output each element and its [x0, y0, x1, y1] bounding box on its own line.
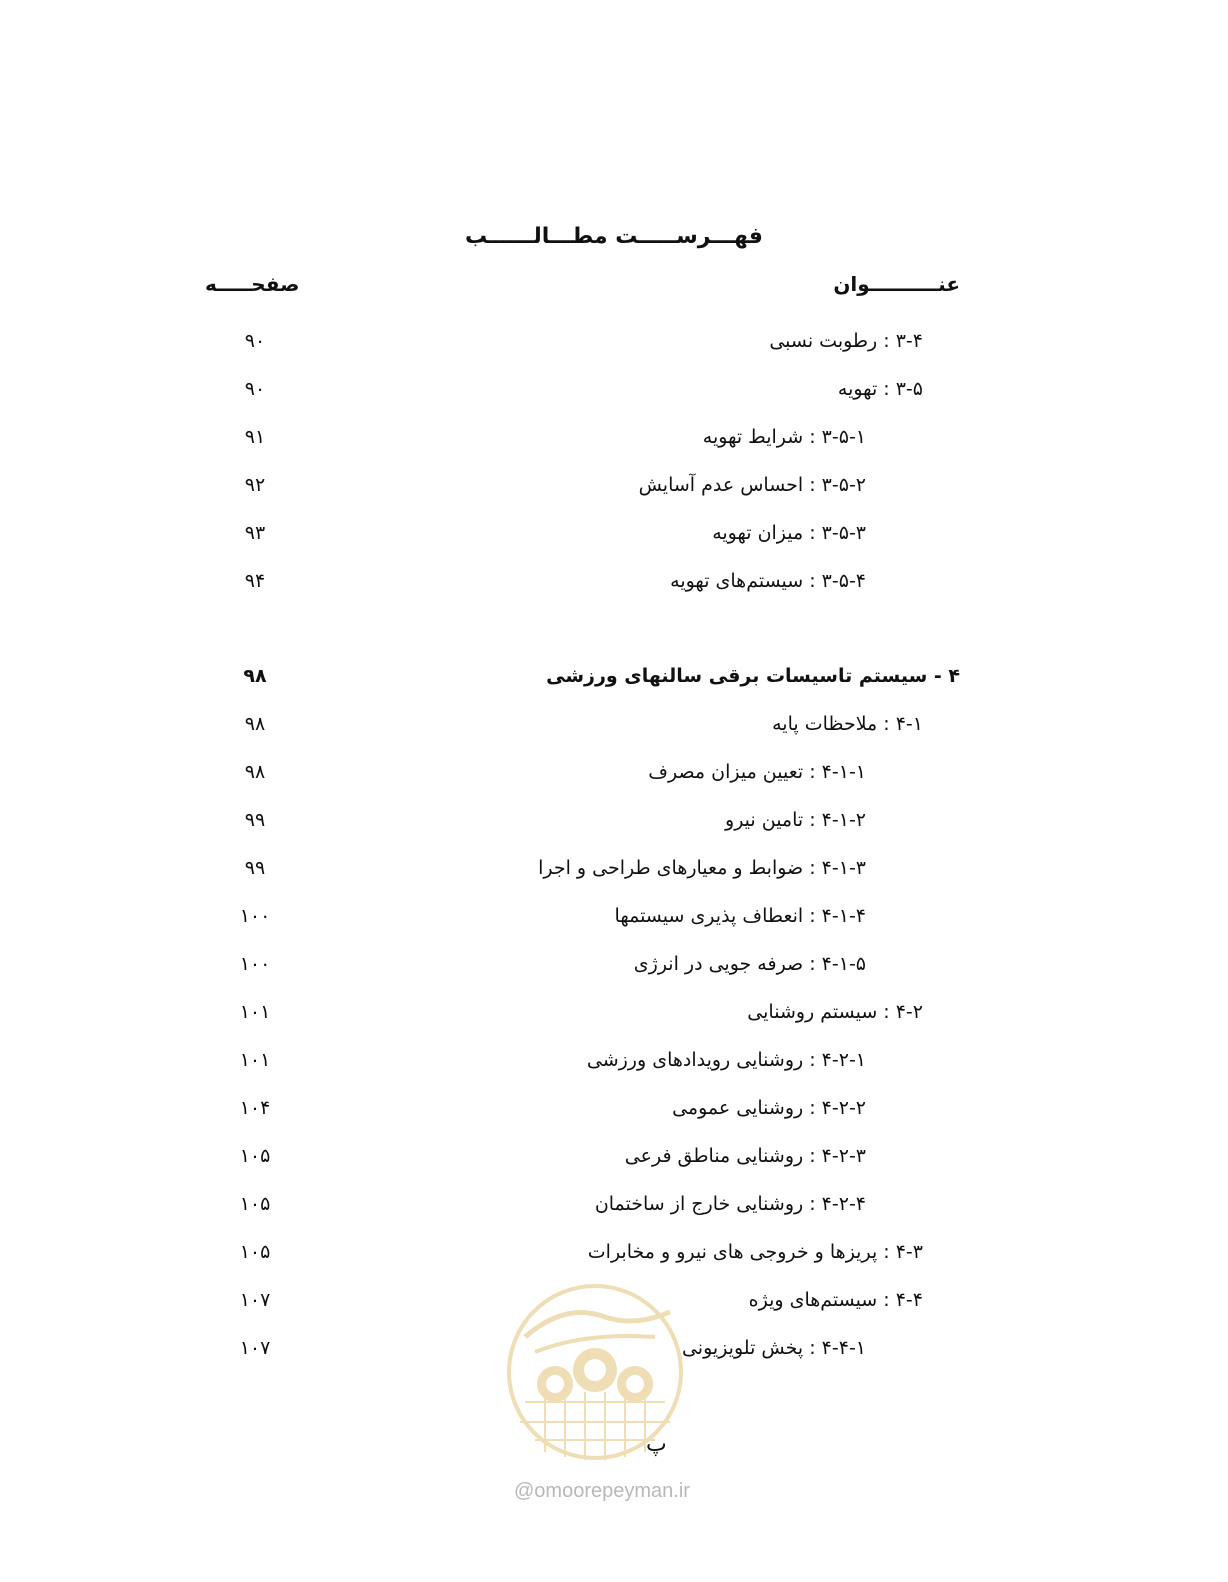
- toc-entry: [0, 1241, 1228, 1271]
- toc-entry-title: ۴-۲-۴ : روشنایی خارج از ساختمان: [594, 1193, 866, 1215]
- toc-entry-page: ۱۰۷: [239, 1337, 271, 1359]
- toc-entry: [0, 522, 1228, 552]
- toc-entry-title: ۴-۴ : سیستم‌های ویژه: [748, 1289, 923, 1311]
- toc-entry-page: ۹۰: [244, 330, 266, 352]
- toc-entry: [0, 426, 1228, 456]
- toc-entry-page: ۹۲: [244, 474, 266, 496]
- toc-entry-title: ۴-۱-۱ : تعیین میزان مصرف: [648, 761, 866, 783]
- watermark-calligraphy: [525, 1312, 670, 1337]
- toc-entry: [0, 713, 1228, 743]
- toc-entry-page: ۹۹: [244, 809, 266, 831]
- toc-entry: [0, 1097, 1228, 1127]
- toc-entry-page: ۱۰۵: [239, 1241, 271, 1263]
- toc-entry-page: ۱۰۵: [239, 1193, 271, 1215]
- toc-entry-page: ۹۰: [244, 378, 266, 400]
- toc-entry: [0, 570, 1228, 600]
- toc-entry: [0, 1049, 1228, 1079]
- toc-entry-title: ۴-۱-۳ : ضوابط و معیارهای طراحی و اجرا: [538, 857, 866, 879]
- toc-entry-title: ۳-۴ : رطوبت نسبی: [769, 330, 923, 352]
- toc-entry-page: ۱۰۰: [239, 905, 271, 927]
- toc-entry-title: ۴-۲-۲ : روشنایی عمومی: [672, 1097, 866, 1119]
- toc-entry-title: ۳-۵-۴ : سیستم‌های تهویه: [670, 570, 866, 592]
- toc-entry: [0, 1001, 1228, 1031]
- toc-entry-title: ۳-۵ : تهویه: [837, 378, 923, 400]
- toc-entry: [0, 474, 1228, 504]
- toc-entry-title: ۴-۴-۱ : پخش تلویزیونی: [681, 1337, 866, 1359]
- toc-entry: [0, 953, 1228, 983]
- toc-entry-page: ۱۰۴: [239, 1097, 271, 1119]
- toc-entry-page: ۹۴: [244, 570, 266, 592]
- toc-entry-page: ۱۰۰: [239, 953, 271, 975]
- toc-entry-title: ۳-۵-۳ : میزان تهویه: [712, 522, 866, 544]
- toc-entry-page: ۱۰۱: [239, 1001, 271, 1023]
- title-column-header: عنــــــــــوان: [833, 272, 960, 296]
- toc-entry-title: ۴-۲-۳ : روشنایی مناطق فرعی: [624, 1145, 866, 1167]
- toc-entry: [0, 1145, 1228, 1175]
- toc-entry-page: ۹۸: [243, 665, 267, 687]
- page-title: فهـــرســـــت مطـــالــــــب: [465, 224, 763, 249]
- toc-entry-title: ۴-۲ : سیستم روشنایی: [747, 1001, 923, 1023]
- toc-entry-title: ۳-۵-۱ : شرایط تهویه: [702, 426, 866, 448]
- toc-entry-title: ۴-۲-۱ : روشنایی رویدادهای ورزشی: [586, 1049, 866, 1071]
- page-column-header: صفحـــــه: [205, 272, 300, 296]
- toc-entry-title: ۴-۳ : پریزها و خروجی های نیرو و مخابرات: [587, 1241, 923, 1263]
- toc-entry: [0, 761, 1228, 791]
- toc-entry-title: ۴ - سیستم تاسیسات برقی سالنهای ورزشی: [546, 665, 960, 687]
- toc-entry-page: ۱۰۱: [239, 1049, 271, 1071]
- toc-entry-page: ۹۱: [244, 426, 266, 448]
- toc-entry-title: ۴-۱-۲ : تامین نیرو: [725, 809, 866, 831]
- toc-chapter-entry: [0, 665, 1228, 695]
- toc-entry: [0, 857, 1228, 887]
- toc-entry: [0, 378, 1228, 408]
- page-number-letter: پ: [646, 1432, 667, 1457]
- toc-entry-page: ۹۸: [244, 713, 266, 735]
- toc-entry: [0, 330, 1228, 360]
- toc-entry-page: ۹۹: [244, 857, 266, 879]
- toc-entry-page: ۹۳: [244, 522, 266, 544]
- toc-entry: [0, 1193, 1228, 1223]
- toc-entry: [0, 809, 1228, 839]
- toc-entry-page: ۱۰۵: [239, 1145, 271, 1167]
- toc-entry-page: ۹۸: [244, 761, 266, 783]
- toc-entry: [0, 905, 1228, 935]
- toc-entry-title: ۴-۱-۵ : صرفه جویی در انرژی: [633, 953, 866, 975]
- toc-entry-title: ۴-۱-۴ : انعطاف پذیری سیستمها: [614, 905, 866, 927]
- toc-entry-page: ۱۰۷: [239, 1289, 271, 1311]
- toc-entry-title: ۳-۵-۲ : احساس عدم آسایش: [638, 474, 866, 496]
- watermark-site: @omoorepeyman.ir: [514, 1480, 690, 1502]
- toc-entry-title: ۴-۱ : ملاحظات پایه: [772, 713, 923, 735]
